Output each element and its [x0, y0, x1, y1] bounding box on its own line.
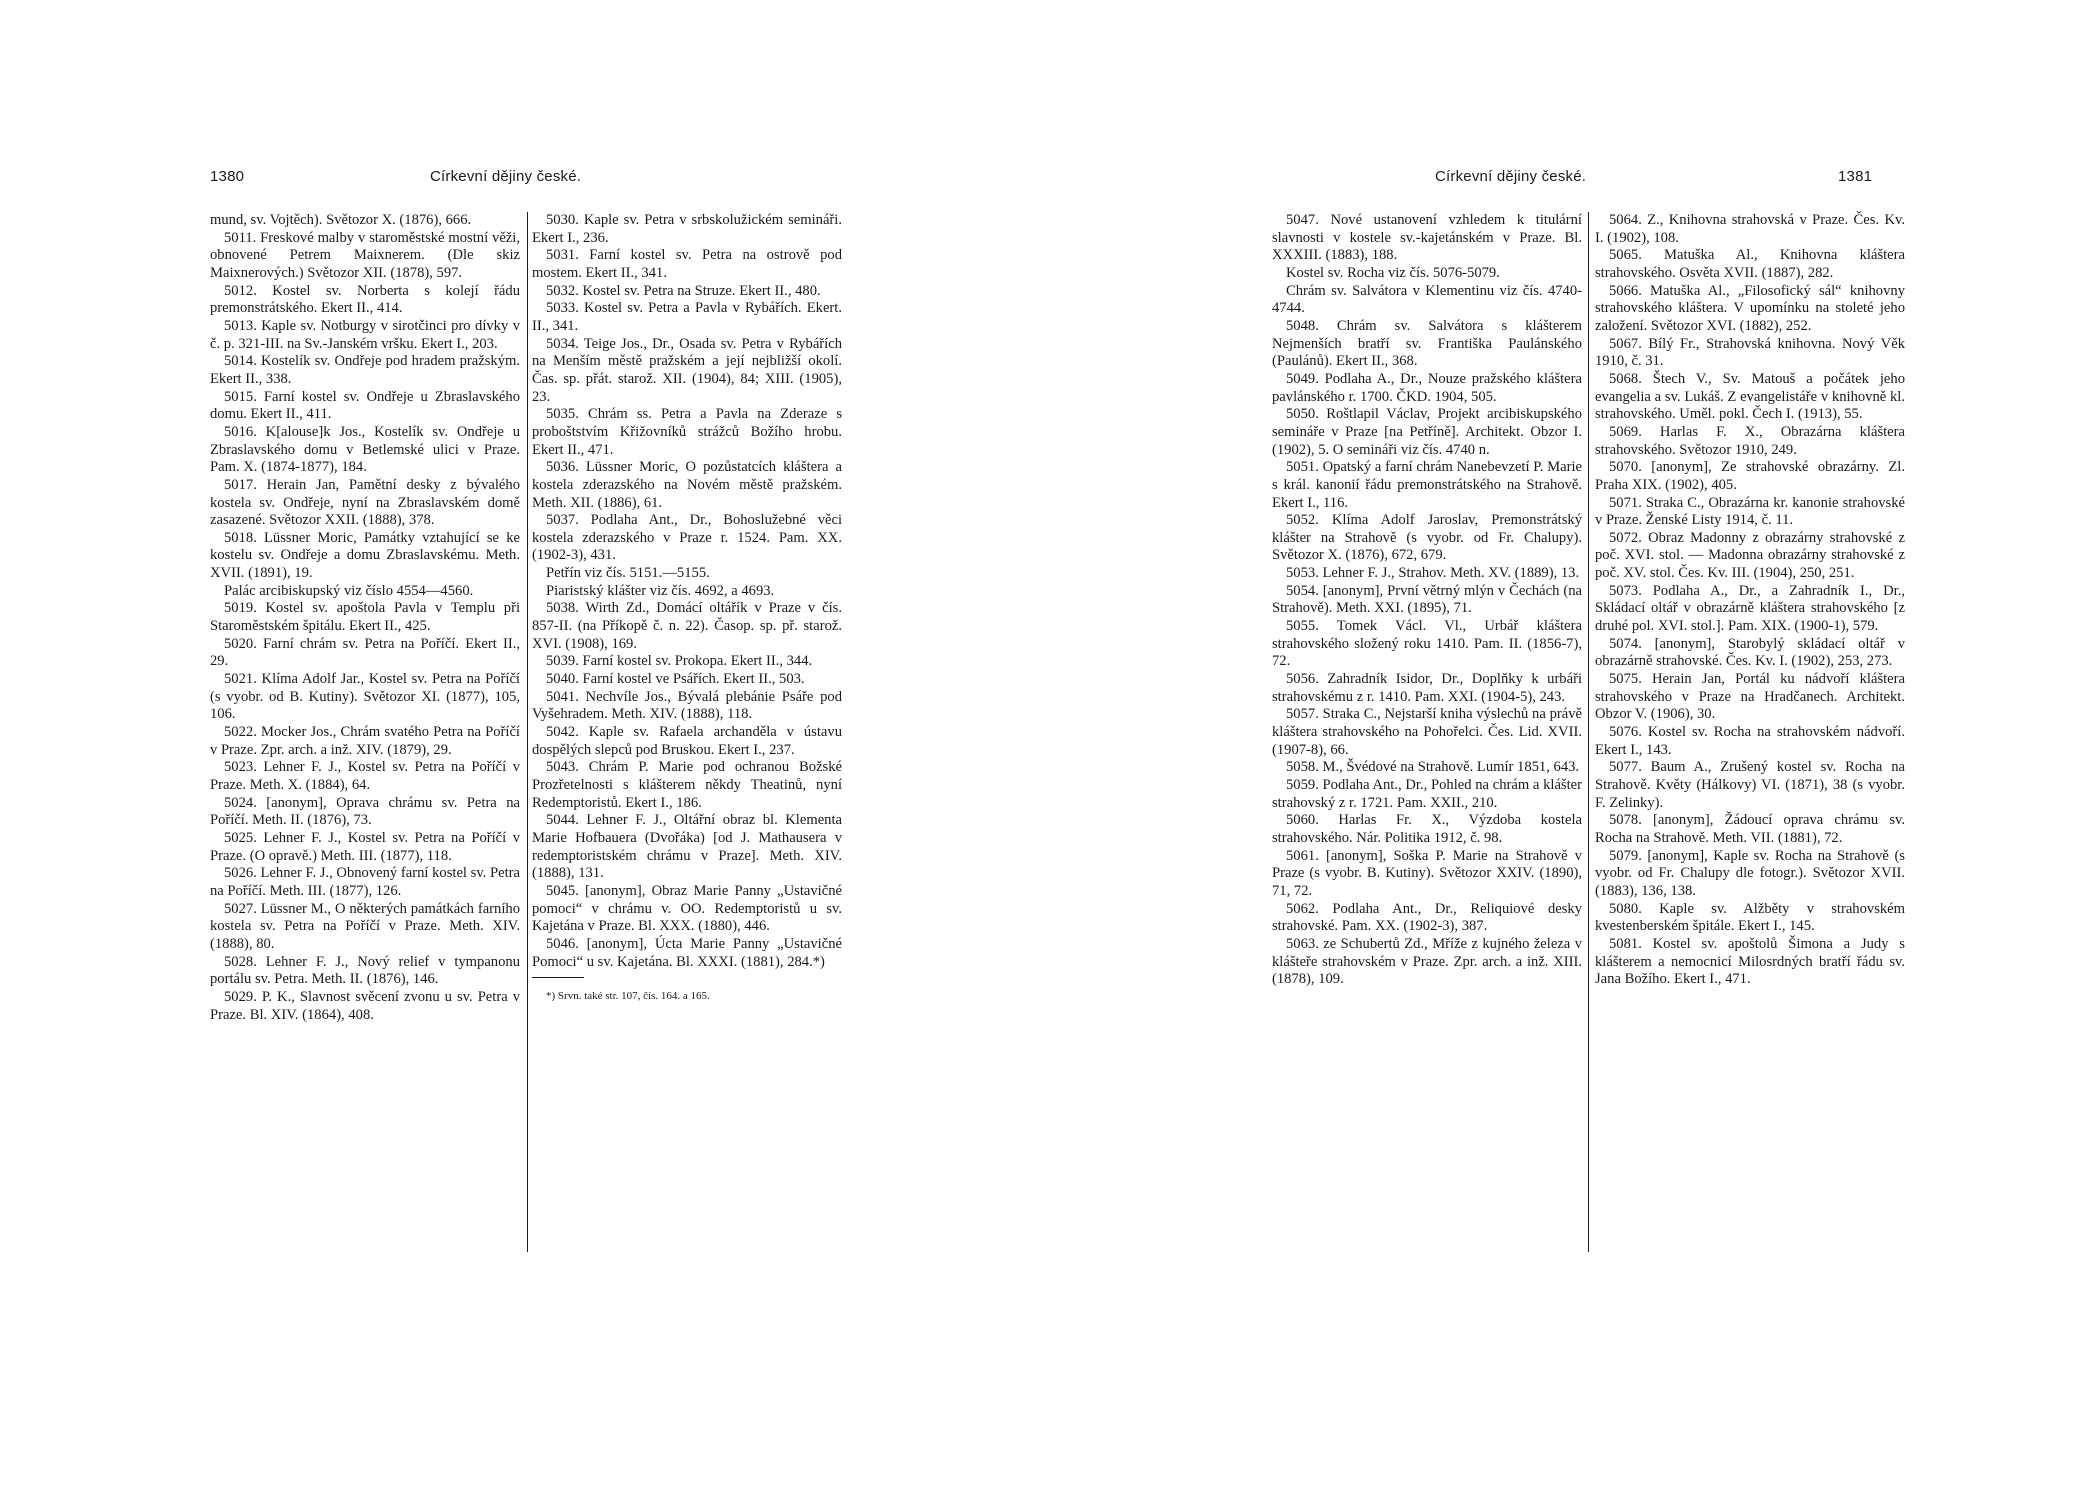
list-item: Kostel sv. Rocha viz čís. 5076-5079.	[1286, 264, 1500, 281]
list-item: 5051. Opatský a farní chrám Nanebevzetí P. Marie s král. kanonií řádu premonstrátského na Strahově. Ekert I., 116.	[1272, 459, 1582, 511]
list-item: 5060. Harlas Fr. X., Výzdoba kostela strahovského. Nár. Politika 1912, č. 98.	[1272, 812, 1582, 846]
list-item: 5016. K[alouse]k Jos., Kostelík sv. Ondřeje u Zbraslavského domu v Betlemské ulici v Praze. Pam. X. (1874-1877), 184.	[210, 423, 520, 476]
right-page-number: 1381	[1838, 168, 1873, 185]
left-column-1	[210, 212, 520, 1024]
list-item: 5045. [anonym], Obraz Marie Panny „Ustavičné pomoci“ v chrámu v. OO. Redemptoristů u sv. Kajetána v Praze. Bl. XXX. (1880), 446.	[532, 882, 842, 935]
list-item: 5046. [anonym], Úcta Marie Panny „Ustavičné Pomoci“ u sv. Kajetána. Bl. XXXI. (1881), 284.*)	[532, 935, 842, 970]
list-item: 5011. Freskové malby v staroměstské mostní věži, obnovené Petrem Maixnerem. (Dle skiz Maixnerových.) Světozor XII. (1878), 597.	[210, 229, 520, 281]
list-item: 5043. Chrám P. Marie pod ochranou Božské Prozřetelnosti s klášterem někdy Theatinů, nyní Redemptoristů. Ekert I., 186.	[532, 759, 842, 811]
list-item: 5057. Straka C., Nejstarší kniha výslechů na právě kláštera strahovského na Pohořelci. Čes. Lid. XVII. (1907-8), 66.	[1272, 706, 1582, 758]
list-item: 5025. Lehner F. J., Kostel sv. Petra na Poříčí v Praze. (O opravě.) Meth. III. (1877), 118.	[210, 829, 520, 864]
list-item: 5029. P. K., Slavnost svěcení zvonu u sv. Petra v Praze. Bl. XIV. (1864), 408.	[210, 988, 520, 1023]
list-item: 5048. Chrám sv. Salvátora s klášterem Nejmenších bratří sv. Františka Paulánského (Paulánů). Ekert II., 368.	[1272, 317, 1582, 370]
list-item: 5035. Chrám ss. Petra a Pavla na Zderaze s proboštstvím Křižovníků strážců Božího hrobu. Ekert II., 471.	[532, 406, 842, 458]
list-item: 5015. Farní kostel sv. Ondřeje u Zbraslavského domu. Ekert II., 411.	[210, 388, 520, 423]
left-page-number: 1380	[210, 168, 245, 185]
list-item: 5031. Farní kostel sv. Petra na ostrově pod mostem. Ekert II., 341.	[532, 247, 842, 281]
list-item: 5062. Podlaha Ant., Dr., Reliquiové desky strahovské. Pam. XX. (1902-3), 387.	[1272, 900, 1582, 935]
list-item: 5020. Farní chrám sv. Petra na Poříčí. Ekert II., 29.	[210, 635, 520, 670]
right-column-2	[1595, 212, 1905, 989]
list-item: 5068. Štech V., Sv. Matouš a počátek jeho evangelia a sv. Lukáš. Z evangelistáře v knihovně kl. strahovského. Uměl. pokl. Čech I. (1913), 55.	[1595, 370, 1905, 423]
list-item: 5027. Lüssner M., O některých památkách farního kostela sv. Petra na Poříčí v Praze. Meth. XIV. (1888), 80.	[210, 900, 520, 952]
list-item: 5014. Kostelík sv. Ondřeje pod hradem pražským. Ekert II., 338.	[210, 353, 520, 387]
list-item: 5073. Podlaha A., Dr., a Zahradník I., Dr., Skládací oltář v obrazárně kláštera strahovského [z druhé pol. XVI. stol.]. Pam. XIX. (1900-1), 579.	[1595, 582, 1905, 635]
list-item: 5039. Farní kostel sv. Prokopa. Ekert II., 344.	[546, 653, 813, 670]
list-item: 5063. ze Schubertů Zd., Mříže z kujného železa v klášteře strahovském v Praze. Zpr. arch. a inž. XIII. (1878), 109.	[1272, 935, 1582, 988]
list-item: 5064. Z., Knihovna strahovská v Praze. Čes. Kv. I. (1902), 108.	[1595, 212, 1905, 246]
list-item: 5034. Teige Jos., Dr., Osada sv. Petra v Rybářích na Menším městě pražském a její nejbližší okolí. Čas. sp. přát. starož. XII. (1904), 84; XIII. (1905), 23.	[532, 335, 842, 405]
list-item: 5037. Podlaha Ant., Dr., Bohoslužebné věci kostela zderazského v Praze r. 1524. Pam. XX. (1902-3), 431.	[532, 512, 842, 564]
column-divider	[527, 212, 528, 1252]
list-item: Petřín viz čís. 5151.—5155.	[546, 565, 710, 582]
column-divider	[1588, 212, 1589, 1252]
list-item: 5066. Matuška Al., „Filosofický sál“ knihovny strahovského kláštera. V upomínku na stoleté jeho založení. Světozor XVI. (1882), 252.	[1595, 282, 1905, 334]
list-item: 5024. [anonym], Oprava chrámu sv. Petra na Poříčí. Meth. II. (1876), 73.	[210, 794, 520, 829]
list-item: 5074. [anonym], Starobylý skládací oltář v obrazárně strahovské. Čes. Kv. I. (1902), 253, 273.	[1595, 635, 1905, 670]
list-item: 5058. M., Švédové na Strahově. Lumír 1851, 643.	[1286, 759, 1580, 776]
list-item: 5036. Lüssner Moric, O pozůstatcích kláštera a kostela zderazského na Novém městě pražském. Meth. XII. (1886), 61.	[532, 459, 842, 511]
list-item: 5030. Kaple sv. Petra v srbskolužickém semináři. Ekert I., 236.	[532, 212, 842, 246]
list-item: 5061. [anonym], Soška P. Marie na Strahově v Praze (s vyobr. B. Kutiny). Světozor XXIV. (1890), 71, 72.	[1272, 847, 1582, 899]
list-item: 5056. Zahradník Isidor, Dr., Doplňky k urbáři strahovskému z r. 1410. Pam. XXI. (1904-5), 243.	[1272, 671, 1582, 705]
list-item: 5069. Harlas F. X., Obrazárna kláštera strahovského. Světozor 1910, 249.	[1595, 423, 1905, 458]
list-item: 5067. Bílý Fr., Strahovská knihovna. Nový Věk 1910, č. 31.	[1595, 335, 1905, 370]
list-item: 5071. Straka C., Obrazárna kr. kanonie strahovské v Praze. Ženské Listy 1914, č. 11.	[1595, 494, 1905, 529]
list-item: 5018. Lüssner Moric, Památky vztahující se ke kostelu sv. Ondřeje a domu Zbraslavskému. Meth. XVII. (1891), 19.	[210, 529, 520, 582]
list-item: 5050. Roštlapil Václav, Projekt arcibiskupského semináře v Praze [na Petříně]. Architekt. Obzor I. (1902), 5. O semináři viz čís. 4740 n.	[1272, 406, 1582, 458]
list-item: 5042. Kaple sv. Rafaela archanděla v ústavu dospělých slepců pod Bruskou. Ekert I., 237.	[532, 724, 842, 758]
list-item: Chrám sv. Salvátora v Klementinu viz čís. 4740-4744.	[1272, 282, 1582, 317]
list-item: 5077. Baum A., Zrušený kostel sv. Rocha na Strahově. Květy (Hálkovy) VI. (1871), 38 (s vyobr. F. Zelinky).	[1595, 759, 1905, 811]
list-item: 5075. Herain Jan, Portál ku nádvoří kláštera strahovského v Praze na Hradčanech. Architekt. Obzor V. (1906), 30.	[1595, 671, 1905, 723]
list-item: 5080. Kaple sv. Alžběty v strahovském kvestenberském špitále. Ekert I., 145.	[1595, 900, 1905, 935]
list-item: 5021. Klíma Adolf Jar., Kostel sv. Petra na Poříčí (s vyobr. od B. Kutiny). Světozor XI. (1877), 105, 106.	[210, 671, 520, 723]
list-item: Palác arcibiskupský viz číslo 4554—4560.	[224, 582, 474, 599]
list-item: mund, sv. Vojtěch). Světozor X. (1876), 666.	[210, 212, 472, 228]
list-item: 5044. Lehner F. J., Oltářní obraz bl. Klementa Marie Hofbauera (Dvořáka) [od J. Mathausera v redemptoristském chrámu v Praze]. Meth. XIV. (1888), 131.	[532, 812, 842, 882]
list-item: 5013. Kaple sv. Notburgy v sirotčinci pro dívky v č. p. 321-III. na Sv.-Janském vršku. Ekert I., 203.	[210, 317, 520, 352]
list-item: 5028. Lehner F. J., Nový relief v tympanonu portálu sv. Petra. Meth. II. (1876), 146.	[210, 953, 520, 988]
list-item: 5033. Kostel sv. Petra a Pavla v Rybářích. Ekert. II., 341.	[532, 300, 842, 334]
list-item: 5079. [anonym], Kaple sv. Rocha na Strahově (s vyobr. od Fr. Chalupy dle fotogr.). Světozor XVII. (1883), 136, 138.	[1595, 847, 1905, 899]
list-item: 5012. Kostel sv. Norberta s kolejí řádu premonstrátského. Ekert II., 414.	[210, 282, 520, 317]
list-item: 5052. Klíma Adolf Jaroslav, Premonstrátský klášter na Strahově (s vyobr. od Fr. Chalupy). Světozor X. (1876), 672, 679.	[1272, 512, 1582, 564]
list-item: 5078. [anonym], Žádoucí oprava chrámu sv. Rocha na Strahově. Meth. VII. (1881), 72.	[1595, 812, 1905, 846]
list-item: 5038. Wirth Zd., Domácí oltářík v Praze v čís. 857-II. (na Příkopě č. n. 22). Časop. sp. př. starož. XVI. (1908), 169.	[532, 600, 842, 652]
list-item: 5041. Nechvíle Jos., Bývalá plebánie Psáře pod Vyšehradem. Meth. XIV. (1888), 118.	[532, 688, 842, 723]
list-item: 5070. [anonym], Ze strahovské obrazárny. Zl. Praha XIX. (1902), 405.	[1595, 459, 1905, 493]
list-item: 5019. Kostel sv. apoštola Pavla v Templu při Staroměstském špitálu. Ekert II., 425.	[210, 600, 520, 635]
list-item: 5059. Podlaha Ant., Dr., Pohled na chrám a klášter strahovský z r. 1721. Pam. XXII., 210.	[1272, 777, 1582, 811]
list-item: 5026. Lehner F. J., Obnovený farní kostel sv. Petra na Poříčí. Meth. III. (1877), 126.	[210, 865, 520, 899]
list-item: 5053. Lehner F. J., Strahov. Meth. XV. (1889), 13.	[1286, 565, 1580, 582]
list-item: 5049. Podlaha A., Dr., Nouze pražského kláštera pavlánského r. 1700. ČKD. 1904, 505.	[1272, 370, 1582, 405]
list-item: 5072. Obraz Madonny z obrazárny strahovské z poč. XVI. stol. — Madonna obrazárny strahovské z poč. XV. stol. Čes. Kv. III. (1904), 250, 251.	[1595, 529, 1905, 582]
list-item: 5022. Mocker Jos., Chrám svatého Petra na Poříčí v Praze. Zpr. arch. a inž. XIV. (1879), 29.	[210, 724, 520, 758]
left-column-2	[532, 212, 842, 1006]
list-item: 5054. [anonym], První větrný mlýn v Čechách (na Strahově). Meth. XXI. (1895), 71.	[1272, 582, 1582, 617]
right-column-1	[1272, 212, 1582, 989]
list-item: 5047. Nové ustanovení vzhledem k titulární slavnosti v kostele sv.-kajetánském v Praze. Bl. XXXIII. (1883), 188.	[1272, 212, 1582, 264]
list-item: 5065. Matuška Al., Knihovna kláštera strahovského. Osvěta XVII. (1887), 282.	[1595, 247, 1905, 281]
list-item: 5023. Lehner F. J., Kostel sv. Petra na Poříčí v Praze. Meth. X. (1884), 64.	[210, 759, 520, 793]
list-item: 5076. Kostel sv. Rocha na strahovském nádvoří. Ekert I., 143.	[1595, 724, 1905, 758]
list-item: 5081. Kostel sv. apoštolů Šimona a Judy s klášterem a nemocnicí Milosrdných bratří řádu sv. Jana Božího. Ekert I., 471.	[1595, 935, 1905, 988]
list-item: 5032. Kostel sv. Petra na Struze. Ekert II., 480.	[546, 282, 821, 299]
footnote-rule	[532, 977, 584, 978]
list-item: 5055. Tomek Václ. Vl., Urbář kláštera strahovského složený roku 1410. Pam. II. (1856-7), 72.	[1272, 618, 1582, 670]
footnote: *) Srvn. také str. 107, čís. 164. a 165.	[546, 990, 710, 1003]
list-item: 5040. Farní kostel ve Psářích. Ekert II., 503.	[546, 671, 805, 688]
left-running-title: Církevní dějiny české.	[430, 168, 582, 185]
list-item: 5017. Herain Jan, Pamětní desky z bývalého kostela sv. Ondřeje, nyní na Zbraslavském domě zasazené. Světozor XXII. (1888), 378.	[210, 476, 520, 529]
right-running-title: Církevní dějiny české.	[1435, 168, 1587, 185]
list-item: Piaristský klášter viz čís. 4692, a 4693.	[546, 582, 775, 599]
